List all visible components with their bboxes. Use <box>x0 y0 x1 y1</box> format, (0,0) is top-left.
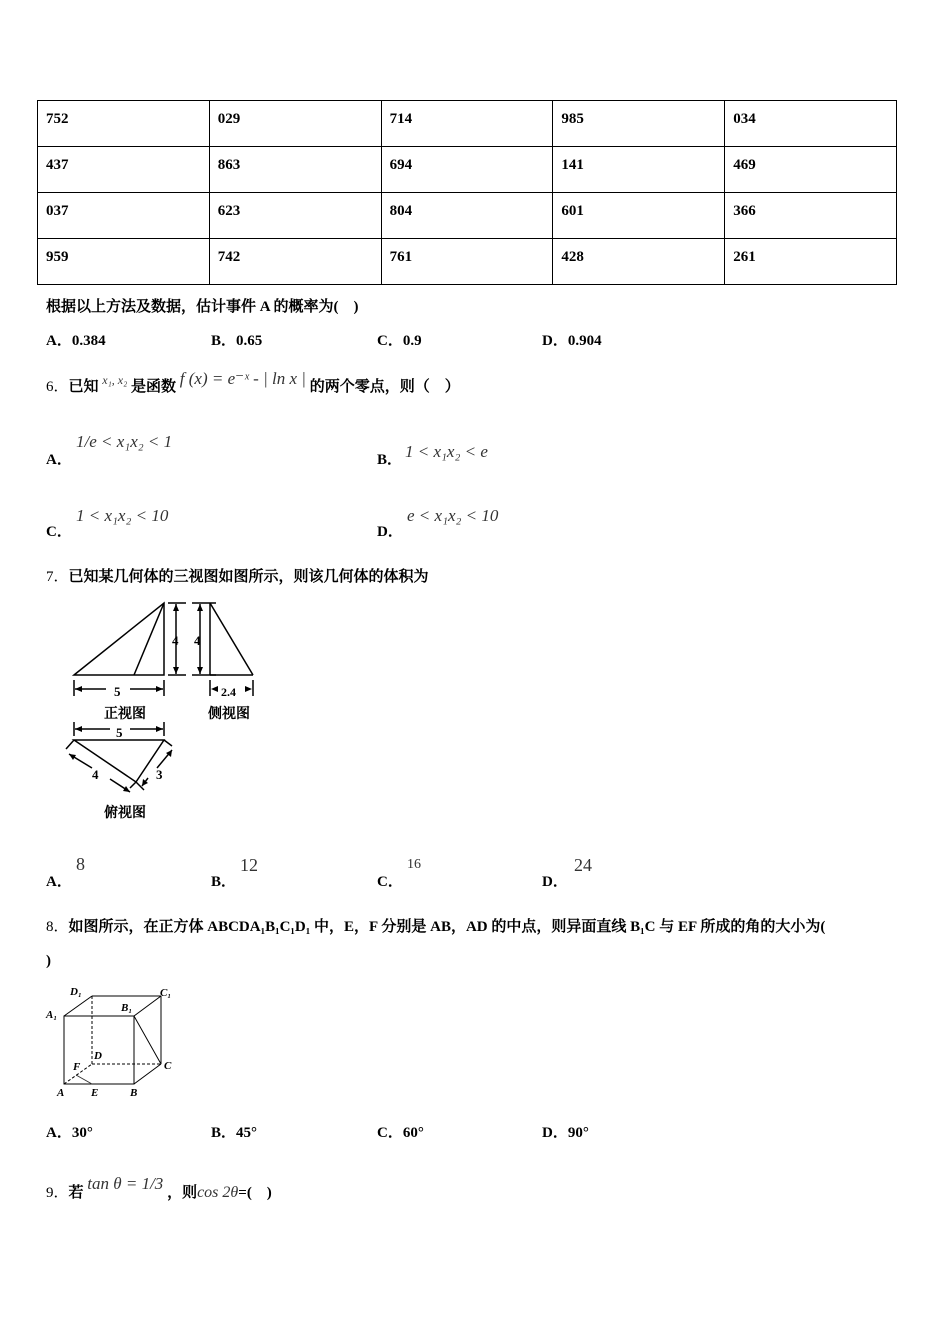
q8-option-b: B．45° <box>211 1125 258 1141</box>
q5-prompt: 根据以上方法及数据，估计事件 A 的概率为( ) <box>46 299 359 315</box>
table-cell: 601 <box>553 193 725 239</box>
q7-option-d-label: D． <box>542 874 568 890</box>
table-cell: 261 <box>725 239 897 285</box>
table-cell: 437 <box>38 147 210 193</box>
q6-vars: x₁, x₂ <box>102 373 128 387</box>
dim-front-height: 4 <box>172 633 179 648</box>
table-cell: 623 <box>209 193 381 239</box>
q6-option-c-expr: 1 < x₁x₂ < 10 <box>76 506 169 525</box>
q6-option-a-expr: 1/e < x₁x₂ < 1 <box>76 432 173 451</box>
q8-option-d: D．90° <box>542 1125 589 1141</box>
table-cell: 694 <box>381 147 553 193</box>
top-view-label: 俯视图 <box>104 806 146 821</box>
side-view-label: 侧视图 <box>208 707 250 722</box>
three-view-figure <box>60 596 270 828</box>
q6-option-b-expr: 1 < x₁x₂ < e <box>405 442 488 461</box>
q5-option-c: C．0.9 <box>377 333 422 349</box>
q5-option-b: B．0.65 <box>211 333 263 349</box>
cube-label-d: D <box>94 1050 102 1062</box>
cube-label-f: F <box>73 1061 81 1073</box>
q6-function: f (x) = e⁻ˣ - | ln x | <box>179 369 306 388</box>
cube-label-c: C <box>164 1060 172 1072</box>
table-cell: 959 <box>38 239 210 285</box>
q8-stem-line1: 8．如图所示，在正方体 ABCDA₁B₁C₁D₁ 中，E，F 分别是 AB，AD 的中点，则异面直线 B₁C 与 EF 所成的角的大小为( <box>46 919 826 935</box>
table-cell: 428 <box>553 239 725 285</box>
q8-stem-line2: ) <box>46 953 51 969</box>
q6-option-d-label: D． <box>377 524 403 540</box>
table-cell: 034 <box>725 101 897 147</box>
q7-option-d-value: 24 <box>574 855 592 875</box>
q6-stem: 6．已知 $^{x_1, x_2}$ 是函数 f (x) = e⁻ˣ - | ln x | 的两个零点，则（ ） <box>46 369 460 395</box>
cube-label-b: B <box>130 1087 138 1099</box>
table-cell: 863 <box>209 147 381 193</box>
front-view-label: 正视图 <box>104 707 146 722</box>
table-row <box>38 147 897 193</box>
q9-stem: 9．若 tan θ = 1/3 ，则cos 2θ=( ) <box>46 1174 272 1201</box>
q9-expression: cos 2θ <box>197 1184 239 1201</box>
random-number-table <box>37 100 897 285</box>
table-cell: 029 <box>209 101 381 147</box>
table-cell: 037 <box>38 193 210 239</box>
table-cell: 752 <box>38 101 210 147</box>
cube-label-d1: D₁ <box>70 986 82 998</box>
dim-top-width: 5 <box>116 725 123 740</box>
cube-figure <box>44 982 184 1102</box>
table-cell: 804 <box>381 193 553 239</box>
q5-option-d: D．0.904 <box>542 333 602 349</box>
table-row <box>38 239 897 285</box>
q6-option-d-expr: e < x₁x₂ < 10 <box>407 506 499 525</box>
q8-option-a: A．30° <box>46 1125 93 1141</box>
table-row <box>38 193 897 239</box>
table-cell: 141 <box>553 147 725 193</box>
table-cell: 469 <box>725 147 897 193</box>
table-cell: 985 <box>553 101 725 147</box>
q7-option-b-label: B． <box>211 874 237 890</box>
dim-front-width: 5 <box>114 684 121 699</box>
q7-option-c-label: C． <box>377 874 403 890</box>
dim-side-width: 2.4 <box>221 685 236 699</box>
front-view-triangle <box>74 603 164 675</box>
q9-condition: tan θ = 1/3 <box>87 1174 164 1193</box>
q7-stem: 7．已知某几何体的三视图如图所示，则该几何体的体积为 <box>46 569 429 585</box>
dim-top-right: 3 <box>156 767 163 782</box>
q6-option-b-label: B． <box>377 452 403 468</box>
top-view-triangle <box>74 740 164 782</box>
table-cell: 366 <box>725 193 897 239</box>
q6-option-a-label: A． <box>46 452 72 468</box>
q6-option-c-label: C． <box>46 524 72 540</box>
q5-option-a: A．0.384 <box>46 333 106 349</box>
q8-option-c: C．60° <box>377 1125 424 1141</box>
q7-option-a-label: A． <box>46 874 72 890</box>
dim-top-left: 4 <box>92 767 99 782</box>
table-cell: 714 <box>381 101 553 147</box>
cube-label-e: E <box>91 1087 99 1099</box>
cube-label-a: A <box>57 1087 65 1099</box>
cube-label-b1: B₁ <box>121 1002 133 1014</box>
table-row <box>38 101 897 147</box>
cube-label-a1: A₁ <box>46 1009 58 1021</box>
q7-option-c-value: 16 <box>407 857 421 872</box>
q7-option-a-value: 8 <box>76 854 85 874</box>
dim-side-height: 4 <box>194 633 201 648</box>
cube-label-c1: C₁ <box>160 987 172 999</box>
q7-option-b-value: 12 <box>240 855 258 875</box>
table-cell: 761 <box>381 239 553 285</box>
table-cell: 742 <box>209 239 381 285</box>
